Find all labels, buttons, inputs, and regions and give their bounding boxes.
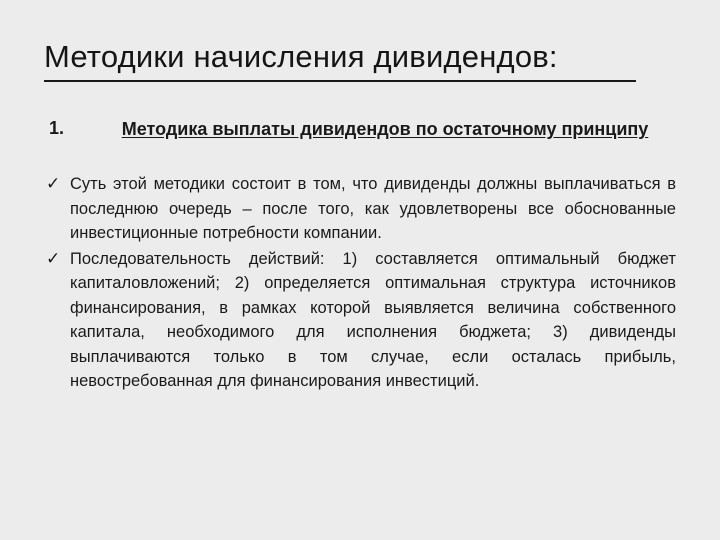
check-icon: ✓ (46, 248, 61, 268)
check-icon: ✓ (46, 174, 61, 193)
slide-title: Методики начисления дивидендов: (44, 39, 558, 74)
bullet-item (44, 247, 676, 394)
title-underline (44, 80, 636, 82)
bullet-text: Суть этой методики состоит в том, что дивиденды должны выплачиваться в последнюю очередь – после того, как удовлетворены все обоснованные инвестиционные потребности компании. (70, 175, 676, 242)
bullet-list (44, 172, 676, 395)
bullet-text: Последовательность действий: 1) составляется оптимальный бюджет капиталовложений; 2) определяется оптимальная структура источников финансирования, в рамках которой выявляется величина собственного капитала, необходимого для исполнения бюджета; 3) дивиденды выплачиваются только в том случае, если осталась прибыль, невостребованная для финансирования инвестиций. (70, 249, 676, 390)
section-heading: Методика выплаты дивидендов по остаточному принципу (121, 119, 649, 139)
bullet-item (44, 172, 676, 246)
section-number: 1. (49, 118, 65, 138)
